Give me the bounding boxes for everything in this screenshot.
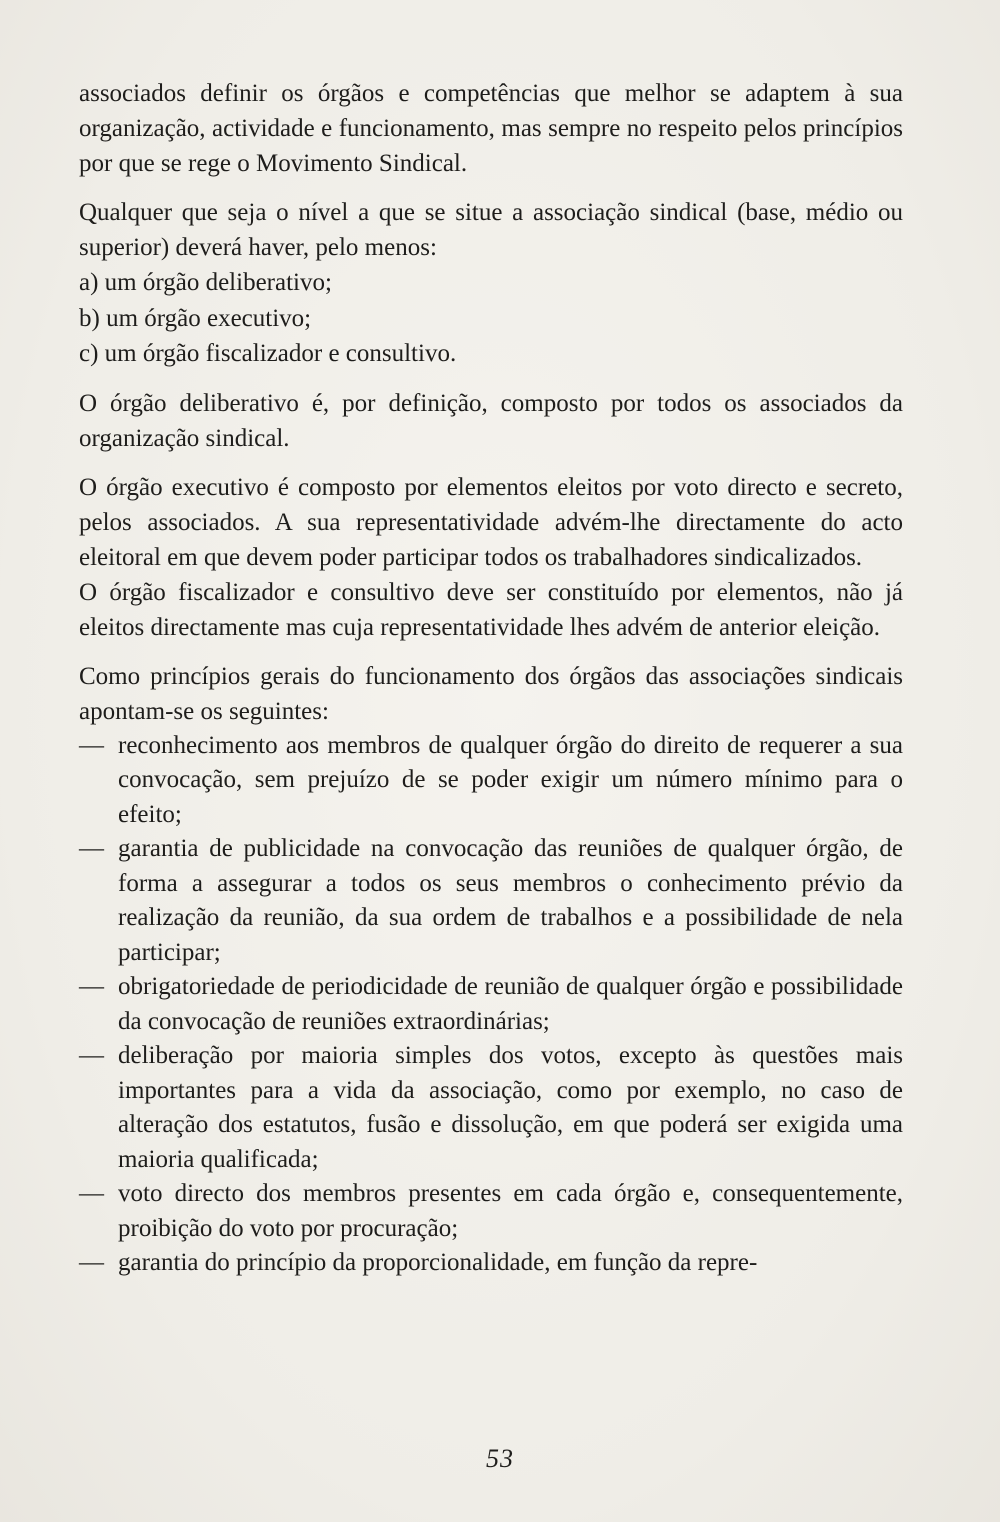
list-item-text: garantia do princípio da proporcionalidade, em função da repre-	[118, 1249, 758, 1276]
list-item-text: garantia de publicidade na convocação das reuniões de qualquer órgão, de forma a assegurar a todos os seus membros o conhecimento prévio da realização da reunião, da sua ordem de trabalhos e a possibilidade de nela participar;	[118, 835, 903, 966]
dash-marker: —	[79, 1042, 104, 1069]
paragraph-minimum-organs: Qualquer que seja o nível a que se situe a associação sindical (base, médio ou superior) deverá haver, pelo menos:	[79, 199, 903, 261]
list-item: a) um órgão deliberativo;	[79, 269, 332, 296]
list-item: c) um órgão fiscalizador e consultivo.	[79, 340, 457, 367]
list-item	[79, 729, 903, 833]
body-text	[79, 76, 903, 1281]
dash-marker: —	[79, 1180, 104, 1207]
paragraph-executive-organ: O órgão executivo é composto por elementos eleitos por voto directo e secreto, pelos associados. A sua representatividade advém-lhe directamente do acto eleitoral em que devem poder participar todos os trabalhadores sindicalizados.	[79, 473, 903, 571]
list-item	[79, 832, 903, 970]
list-item	[79, 1177, 903, 1246]
list-item-text: deliberação por maioria simples dos votos, excepto às questões mais importantes para a vida da associação, como por exemplo, no caso de alteração dos estatutos, fusão e dissolução, em que poderá ser exigida uma maioria qualificada;	[118, 1042, 903, 1173]
list-item-text: reconhecimento aos membros de qualquer órgão do direito de requerer a sua convocação, sem prejuízo de se poder exigir um número mínimo para o efeito;	[118, 731, 903, 828]
dash-marker: —	[79, 973, 104, 1000]
principles-list	[79, 729, 903, 1281]
list-item: b) um órgão executivo;	[79, 304, 312, 332]
paragraph-organs-definition: associados definir os órgãos e competências que melhor se adaptem à sua organização, actividade e funcionamento, mas sempre no respeito pelos princípios por que se rege o Movimento Sindical.	[79, 80, 903, 177]
list-item	[79, 1246, 903, 1281]
dash-marker: —	[79, 835, 104, 862]
list-item-text: voto directo dos membros presentes em cada órgão e, consequentemente, proibição do voto por procuração;	[118, 1180, 903, 1242]
paragraph-deliberative-organ: O órgão deliberativo é, por definição, composto por todos os associados da organização sindical.	[79, 389, 903, 452]
page-number: 53	[486, 1444, 514, 1473]
paragraph-fiscal-organ: O órgão fiscalizador e consultivo deve ser constituído por elementos, não já eleitos directamente mas cuja representatividade lhes advém de anterior eleição.	[79, 578, 903, 641]
list-item	[79, 970, 903, 1039]
organs-list	[79, 265, 903, 372]
list-item	[79, 1039, 903, 1177]
paragraph-general-principles: Como princípios gerais do funcionamento dos órgãos das associações sindicais apontam-se os seguintes:	[79, 662, 903, 725]
dash-marker: —	[79, 1249, 104, 1276]
list-item-text: obrigatoriedade de periodicidade de reunião de qualquer órgão e possibilidade da convocação de reuniões extraordinárias;	[118, 973, 903, 1035]
dash-marker: —	[79, 731, 104, 759]
